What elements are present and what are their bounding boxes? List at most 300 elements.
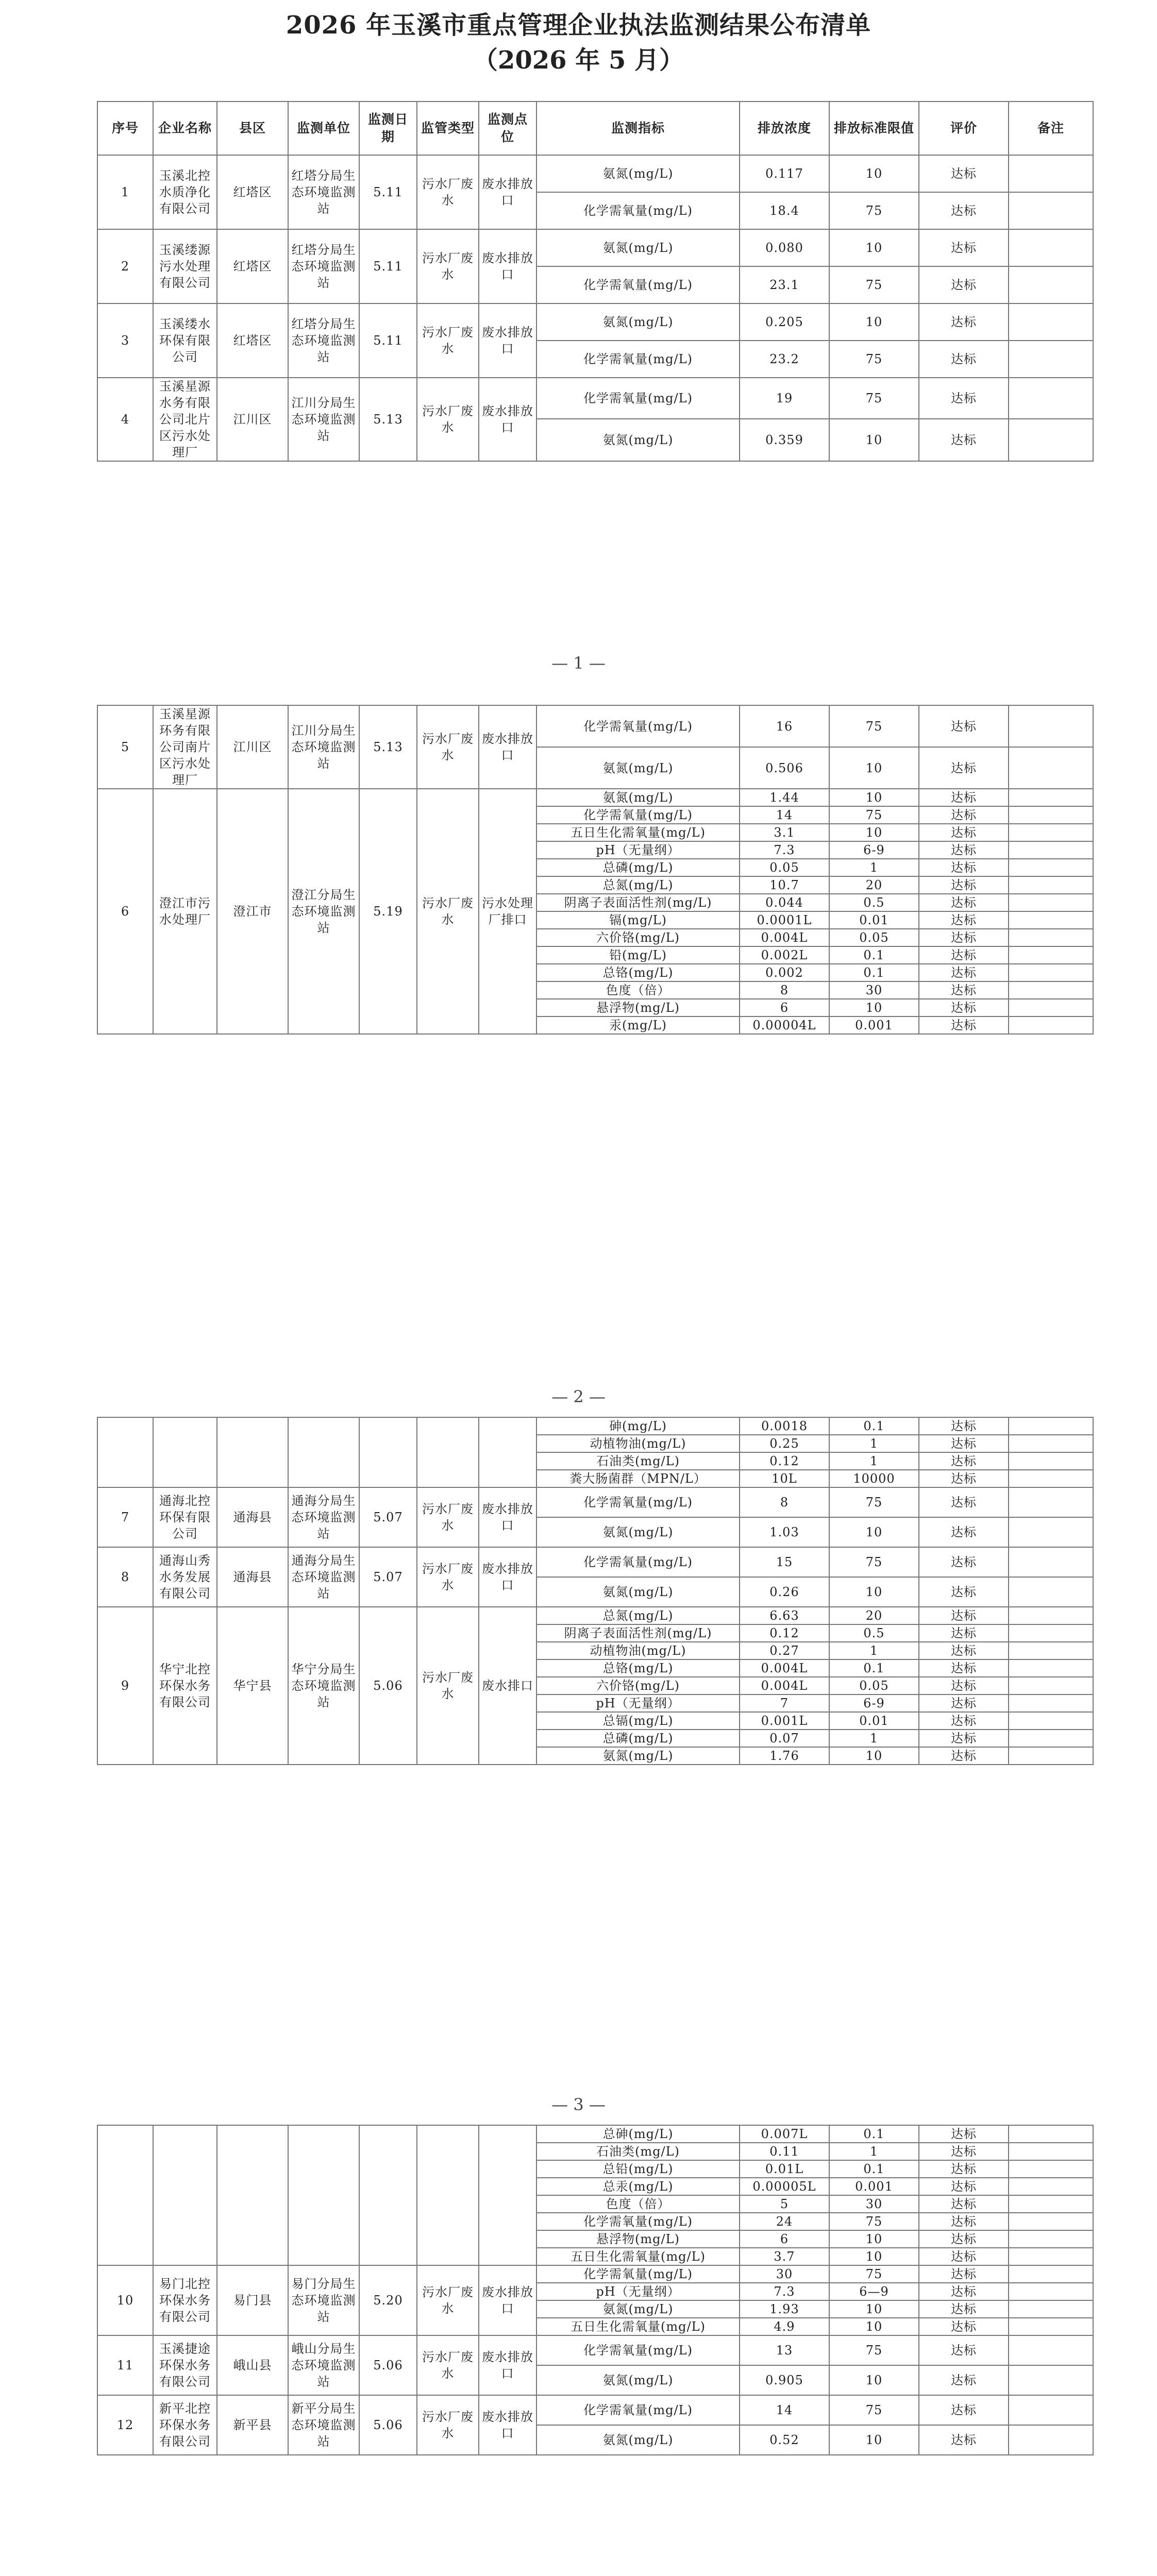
monitor-unit-cell: 易门分局生态环境监测站 bbox=[288, 2265, 359, 2335]
remark-cell bbox=[1009, 2248, 1093, 2265]
concentration-cell: 0.0001L bbox=[740, 911, 829, 929]
concentration-cell: 1.03 bbox=[740, 1517, 829, 1547]
remark-cell bbox=[1009, 876, 1093, 894]
remark-cell bbox=[1009, 1712, 1093, 1730]
page-number: — 2 — bbox=[551, 1387, 606, 1406]
limit-cell: 1 bbox=[829, 1452, 919, 1470]
remark-cell bbox=[1009, 705, 1093, 747]
remark-cell bbox=[1009, 378, 1093, 419]
concentration-cell: 3.7 bbox=[740, 2248, 829, 2265]
evaluation-cell: 达标 bbox=[919, 2160, 1009, 2178]
remark-cell bbox=[1009, 192, 1093, 229]
evaluation-cell: 达标 bbox=[919, 929, 1009, 946]
indicator-cell: 化学需氧量(mg/L) bbox=[536, 1547, 740, 1577]
concentration-cell: 7.3 bbox=[740, 841, 829, 859]
monitor-unit-cell: 通海分局生态环境监测站 bbox=[288, 1547, 359, 1607]
company-name-cell bbox=[153, 2125, 217, 2265]
evaluation-cell: 达标 bbox=[919, 747, 1009, 789]
column-header: 监测日期 bbox=[359, 101, 417, 155]
seq-cell: 10 bbox=[97, 2265, 153, 2335]
limit-cell: 10 bbox=[829, 229, 919, 266]
county-cell: 通海县 bbox=[217, 1487, 288, 1547]
seq-cell: 8 bbox=[97, 1547, 153, 1607]
county-cell: 江川区 bbox=[217, 705, 288, 789]
remark-cell bbox=[1009, 1677, 1093, 1694]
concentration-cell: 0.007L bbox=[740, 2125, 829, 2143]
supervision-type-cell: 污水厂废水 bbox=[417, 2335, 479, 2395]
county-cell: 易门县 bbox=[217, 2265, 288, 2335]
indicator-cell: 总镉(mg/L) bbox=[536, 1712, 740, 1730]
monitor-unit-cell: 红塔分局生态环境监测站 bbox=[288, 229, 359, 303]
monitor-point-cell: 废水排口 bbox=[479, 1607, 536, 1765]
concentration-cell: 0.359 bbox=[740, 419, 829, 461]
evaluation-cell: 达标 bbox=[919, 1452, 1009, 1470]
evaluation-cell: 达标 bbox=[919, 824, 1009, 841]
evaluation-cell: 达标 bbox=[919, 192, 1009, 229]
supervision-type-cell: 污水厂废水 bbox=[417, 1487, 479, 1547]
concentration-cell: 0.00004L bbox=[740, 1016, 829, 1034]
evaluation-cell: 达标 bbox=[919, 911, 1009, 929]
evaluation-cell: 达标 bbox=[919, 341, 1009, 378]
seq-cell: 9 bbox=[97, 1607, 153, 1765]
limit-cell: 10 bbox=[829, 999, 919, 1016]
concentration-cell: 14 bbox=[740, 2395, 829, 2425]
evaluation-cell: 达标 bbox=[919, 2265, 1009, 2283]
supervision-type-cell bbox=[417, 2125, 479, 2265]
indicator-cell: 总汞(mg/L) bbox=[536, 2178, 740, 2195]
seq-cell: 5 bbox=[97, 705, 153, 789]
indicator-cell: 化学需氧量(mg/L) bbox=[536, 2213, 740, 2230]
limit-cell: 75 bbox=[829, 192, 919, 229]
indicator-cell: 动植物油(mg/L) bbox=[536, 1642, 740, 1659]
limit-cell: 1 bbox=[829, 2143, 919, 2160]
seq-cell: 2 bbox=[97, 229, 153, 303]
evaluation-cell: 达标 bbox=[919, 2425, 1009, 2455]
remark-cell bbox=[1009, 2213, 1093, 2230]
column-header: 排放标准限值 bbox=[829, 101, 919, 155]
concentration-cell: 0.12 bbox=[740, 1624, 829, 1642]
column-header: 监测点位 bbox=[479, 101, 536, 155]
results-table-page-4 bbox=[97, 2125, 1094, 2455]
indicator-cell: 氨氮(mg/L) bbox=[536, 789, 740, 806]
county-cell: 通海县 bbox=[217, 1547, 288, 1607]
evaluation-cell: 达标 bbox=[919, 155, 1009, 192]
column-header: 企业名称 bbox=[153, 101, 217, 155]
company-name-cell: 玉溪星源水务有限公司北片区污水处理厂 bbox=[153, 378, 217, 461]
limit-cell: 75 bbox=[829, 1547, 919, 1577]
concentration-cell: 16 bbox=[740, 705, 829, 747]
indicator-cell: 氨氮(mg/L) bbox=[536, 1747, 740, 1765]
limit-cell: 10 bbox=[829, 1747, 919, 1765]
seq-cell: 4 bbox=[97, 378, 153, 461]
limit-cell: 1 bbox=[829, 859, 919, 876]
indicator-cell: 化学需氧量(mg/L) bbox=[536, 266, 740, 303]
indicator-cell: 动植物油(mg/L) bbox=[536, 1435, 740, 1452]
monitor-date-cell: 5.07 bbox=[359, 1487, 417, 1547]
table-row bbox=[97, 1547, 1093, 1577]
indicator-cell: 石油类(mg/L) bbox=[536, 1452, 740, 1470]
monitor-point-cell: 废水排放口 bbox=[479, 303, 536, 378]
supervision-type-cell: 污水厂废水 bbox=[417, 229, 479, 303]
company-name-cell: 通海山秀水务发展有限公司 bbox=[153, 1547, 217, 1607]
indicator-cell: 五日生化需氧量(mg/L) bbox=[536, 824, 740, 841]
supervision-type-cell: 污水厂废水 bbox=[417, 2265, 479, 2335]
monitor-date-cell: 5.20 bbox=[359, 2265, 417, 2335]
concentration-cell: 10L bbox=[740, 1470, 829, 1487]
concentration-cell: 0.002L bbox=[740, 946, 829, 964]
indicator-cell: 氨氮(mg/L) bbox=[536, 2300, 740, 2318]
company-name-cell: 玉溪缕水环保有限公司 bbox=[153, 303, 217, 378]
concentration-cell: 0.905 bbox=[740, 2365, 829, 2395]
indicator-cell: 镉(mg/L) bbox=[536, 911, 740, 929]
concentration-cell: 0.001L bbox=[740, 1712, 829, 1730]
evaluation-cell: 达标 bbox=[919, 2143, 1009, 2160]
limit-cell: 75 bbox=[829, 378, 919, 419]
remark-cell bbox=[1009, 1730, 1093, 1747]
company-name-cell: 通海北控环保有限公司 bbox=[153, 1487, 217, 1547]
remark-cell bbox=[1009, 981, 1093, 999]
remark-cell bbox=[1009, 1607, 1093, 1624]
remark-cell bbox=[1009, 2395, 1093, 2425]
column-header: 序号 bbox=[97, 101, 153, 155]
indicator-cell: 总铬(mg/L) bbox=[536, 1659, 740, 1677]
supervision-type-cell bbox=[417, 1417, 479, 1487]
concentration-cell: 8 bbox=[740, 1487, 829, 1517]
limit-cell: 0.5 bbox=[829, 1624, 919, 1642]
concentration-cell: 0.004L bbox=[740, 929, 829, 946]
remark-cell bbox=[1009, 2125, 1093, 2143]
monitor-point-cell: 废水排放口 bbox=[479, 705, 536, 789]
table-row bbox=[97, 2395, 1093, 2425]
seq-cell bbox=[97, 1417, 153, 1487]
limit-cell: 10 bbox=[829, 303, 919, 341]
evaluation-cell: 达标 bbox=[919, 266, 1009, 303]
evaluation-cell: 达标 bbox=[919, 1435, 1009, 1452]
supervision-type-cell: 污水厂废水 bbox=[417, 2395, 479, 2455]
monitor-date-cell: 5.06 bbox=[359, 2395, 417, 2455]
county-cell: 江川区 bbox=[217, 378, 288, 461]
concentration-cell: 6 bbox=[740, 999, 829, 1016]
indicator-cell: 化学需氧量(mg/L) bbox=[536, 806, 740, 824]
monitor-date-cell: 5.13 bbox=[359, 378, 417, 461]
county-cell: 新平县 bbox=[217, 2395, 288, 2455]
evaluation-cell: 达标 bbox=[919, 1730, 1009, 1747]
table-row bbox=[97, 2125, 1093, 2143]
limit-cell: 0.1 bbox=[829, 946, 919, 964]
seq-cell: 3 bbox=[97, 303, 153, 378]
limit-cell: 10 bbox=[829, 789, 919, 806]
remark-cell bbox=[1009, 911, 1093, 929]
limit-cell: 75 bbox=[829, 2395, 919, 2425]
evaluation-cell: 达标 bbox=[919, 2365, 1009, 2395]
monitor-unit-cell: 江川分局生态环境监测站 bbox=[288, 378, 359, 461]
concentration-cell: 24 bbox=[740, 2213, 829, 2230]
remark-cell bbox=[1009, 789, 1093, 806]
monitor-date-cell bbox=[359, 2125, 417, 2265]
supervision-type-cell: 污水厂废水 bbox=[417, 155, 479, 229]
monitor-date-cell: 5.07 bbox=[359, 1547, 417, 1607]
monitor-point-cell: 废水排放口 bbox=[479, 378, 536, 461]
concentration-cell: 0.26 bbox=[740, 1577, 829, 1607]
indicator-cell: 粪大肠菌群（MPN/L） bbox=[536, 1470, 740, 1487]
remark-cell bbox=[1009, 1417, 1093, 1435]
limit-cell: 0.1 bbox=[829, 1417, 919, 1435]
remark-cell bbox=[1009, 2318, 1093, 2335]
seq-cell: 1 bbox=[97, 155, 153, 229]
evaluation-cell: 达标 bbox=[919, 1624, 1009, 1642]
limit-cell: 0.01 bbox=[829, 911, 919, 929]
indicator-cell: 氨氮(mg/L) bbox=[536, 419, 740, 461]
limit-cell: 0.01 bbox=[829, 1712, 919, 1730]
evaluation-cell: 达标 bbox=[919, 2213, 1009, 2230]
evaluation-cell: 达标 bbox=[919, 705, 1009, 747]
limit-cell: 6-9 bbox=[829, 841, 919, 859]
indicator-cell: 总磷(mg/L) bbox=[536, 859, 740, 876]
remark-cell bbox=[1009, 929, 1093, 946]
county-cell bbox=[217, 1417, 288, 1487]
concentration-cell: 1.44 bbox=[740, 789, 829, 806]
indicator-cell: 总砷(mg/L) bbox=[536, 2125, 740, 2143]
evaluation-cell: 达标 bbox=[919, 999, 1009, 1016]
remark-cell bbox=[1009, 964, 1093, 981]
limit-cell: 10 bbox=[829, 2365, 919, 2395]
limit-cell: 75 bbox=[829, 2213, 919, 2230]
concentration-cell: 13 bbox=[740, 2335, 829, 2365]
concentration-cell: 0.00005L bbox=[740, 2178, 829, 2195]
indicator-cell: 化学需氧量(mg/L) bbox=[536, 2335, 740, 2365]
company-name-cell: 新平北控环保水务有限公司 bbox=[153, 2395, 217, 2455]
table-row bbox=[97, 378, 1093, 419]
concentration-cell: 0.27 bbox=[740, 1642, 829, 1659]
monitor-unit-cell: 红塔分局生态环境监测站 bbox=[288, 155, 359, 229]
evaluation-cell: 达标 bbox=[919, 1016, 1009, 1034]
remark-cell bbox=[1009, 2178, 1093, 2195]
evaluation-cell: 达标 bbox=[919, 1712, 1009, 1730]
concentration-cell: 0.506 bbox=[740, 747, 829, 789]
limit-cell: 0.1 bbox=[829, 1659, 919, 1677]
evaluation-cell: 达标 bbox=[919, 859, 1009, 876]
remark-cell bbox=[1009, 2143, 1093, 2160]
evaluation-cell: 达标 bbox=[919, 841, 1009, 859]
indicator-cell: 阴离子表面活性剂(mg/L) bbox=[536, 894, 740, 911]
concentration-cell: 5 bbox=[740, 2195, 829, 2213]
limit-cell: 10 bbox=[829, 824, 919, 841]
concentration-cell: 0.11 bbox=[740, 2143, 829, 2160]
page-subtitle: （2026 年 5 月） bbox=[473, 46, 684, 75]
concentration-cell: 10.7 bbox=[740, 876, 829, 894]
page-title: 2026 年玉溪市重点管理企业执法监测结果公布清单 bbox=[286, 11, 871, 40]
concentration-cell: 23.2 bbox=[740, 341, 829, 378]
evaluation-cell: 达标 bbox=[919, 1517, 1009, 1547]
indicator-cell: pH（无量纲） bbox=[536, 2283, 740, 2300]
limit-cell: 10 bbox=[829, 419, 919, 461]
limit-cell: 0.1 bbox=[829, 2160, 919, 2178]
monitor-point-cell: 废水排放口 bbox=[479, 2265, 536, 2335]
indicator-cell: 五日生化需氧量(mg/L) bbox=[536, 2318, 740, 2335]
company-name-cell: 玉溪缕源污水处理有限公司 bbox=[153, 229, 217, 303]
monitor-unit-cell: 通海分局生态环境监测站 bbox=[288, 1487, 359, 1547]
limit-cell: 0.05 bbox=[829, 929, 919, 946]
results-table-page-2 bbox=[97, 705, 1094, 1035]
remark-cell bbox=[1009, 2195, 1093, 2213]
remark-cell bbox=[1009, 1642, 1093, 1659]
evaluation-cell: 达标 bbox=[919, 2248, 1009, 2265]
concentration-cell: 0.080 bbox=[740, 229, 829, 266]
limit-cell: 6-9 bbox=[829, 1694, 919, 1712]
concentration-cell: 7 bbox=[740, 1694, 829, 1712]
evaluation-cell: 达标 bbox=[919, 1470, 1009, 1487]
indicator-cell: 悬浮物(mg/L) bbox=[536, 2230, 740, 2248]
indicator-cell: 氨氮(mg/L) bbox=[536, 2365, 740, 2395]
limit-cell: 0.1 bbox=[829, 2125, 919, 2143]
monitor-point-cell: 废水排放口 bbox=[479, 155, 536, 229]
evaluation-cell: 达标 bbox=[919, 1547, 1009, 1577]
indicator-cell: 阴离子表面活性剂(mg/L) bbox=[536, 1624, 740, 1642]
remark-cell bbox=[1009, 1517, 1093, 1547]
remark-cell bbox=[1009, 1659, 1093, 1677]
column-header: 监测单位 bbox=[288, 101, 359, 155]
county-cell bbox=[217, 2125, 288, 2265]
remark-cell bbox=[1009, 1470, 1093, 1487]
indicator-cell: 氨氮(mg/L) bbox=[536, 1517, 740, 1547]
table-row bbox=[97, 1417, 1093, 1435]
table-row bbox=[97, 1487, 1093, 1517]
remark-cell bbox=[1009, 1577, 1093, 1607]
evaluation-cell: 达标 bbox=[919, 1607, 1009, 1624]
limit-cell: 10 bbox=[829, 2230, 919, 2248]
evaluation-cell: 达标 bbox=[919, 1487, 1009, 1517]
concentration-cell: 4.9 bbox=[740, 2318, 829, 2335]
concentration-cell: 0.07 bbox=[740, 1730, 829, 1747]
concentration-cell: 23.1 bbox=[740, 266, 829, 303]
evaluation-cell: 达标 bbox=[919, 2178, 1009, 2195]
evaluation-cell: 达标 bbox=[919, 1659, 1009, 1677]
company-name-cell bbox=[153, 1417, 217, 1487]
indicator-cell: 氨氮(mg/L) bbox=[536, 747, 740, 789]
concentration-cell: 6.63 bbox=[740, 1607, 829, 1624]
monitor-point-cell: 废水排放口 bbox=[479, 1547, 536, 1607]
concentration-cell: 1.93 bbox=[740, 2300, 829, 2318]
limit-cell: 10 bbox=[829, 1577, 919, 1607]
limit-cell: 10 bbox=[829, 2248, 919, 2265]
monitor-unit-cell: 华宁分局生态环境监测站 bbox=[288, 1607, 359, 1765]
remark-cell bbox=[1009, 999, 1093, 1016]
concentration-cell: 3.1 bbox=[740, 824, 829, 841]
remark-cell bbox=[1009, 747, 1093, 789]
company-name-cell: 易门北控环保水务有限公司 bbox=[153, 2265, 217, 2335]
monitor-point-cell bbox=[479, 2125, 536, 2265]
concentration-cell: 0.0018 bbox=[740, 1417, 829, 1435]
limit-cell: 0.5 bbox=[829, 894, 919, 911]
indicator-cell: 六价铬(mg/L) bbox=[536, 929, 740, 946]
indicator-cell: 汞(mg/L) bbox=[536, 1016, 740, 1034]
seq-cell: 6 bbox=[97, 789, 153, 1034]
seq-cell bbox=[97, 2125, 153, 2265]
monitor-unit-cell: 峨山分局生态环境监测站 bbox=[288, 2335, 359, 2395]
monitor-date-cell: 5.11 bbox=[359, 155, 417, 229]
indicator-cell: 总磷(mg/L) bbox=[536, 1730, 740, 1747]
evaluation-cell: 达标 bbox=[919, 2283, 1009, 2300]
monitor-unit-cell: 红塔分局生态环境监测站 bbox=[288, 303, 359, 378]
remark-cell bbox=[1009, 2230, 1093, 2248]
evaluation-cell: 达标 bbox=[919, 946, 1009, 964]
remark-cell bbox=[1009, 229, 1093, 266]
monitor-unit-cell: 新平分局生态环境监测站 bbox=[288, 2395, 359, 2455]
concentration-cell: 6 bbox=[740, 2230, 829, 2248]
indicator-cell: pH（无量纲） bbox=[536, 841, 740, 859]
limit-cell: 10 bbox=[829, 2318, 919, 2335]
evaluation-cell: 达标 bbox=[919, 2125, 1009, 2143]
supervision-type-cell: 污水厂废水 bbox=[417, 303, 479, 378]
evaluation-cell: 达标 bbox=[919, 1642, 1009, 1659]
monitor-unit-cell bbox=[288, 1417, 359, 1487]
company-name-cell: 玉溪星源环务有限公司南片区污水处理厂 bbox=[153, 705, 217, 789]
indicator-cell: 总铬(mg/L) bbox=[536, 964, 740, 981]
evaluation-cell: 达标 bbox=[919, 2195, 1009, 2213]
evaluation-cell: 达标 bbox=[919, 894, 1009, 911]
remark-cell bbox=[1009, 303, 1093, 341]
remark-cell bbox=[1009, 1435, 1093, 1452]
table-row bbox=[97, 789, 1093, 806]
remark-cell bbox=[1009, 894, 1093, 911]
monitor-unit-cell: 澄江分局生态环境监测站 bbox=[288, 789, 359, 1034]
monitor-unit-cell: 江川分局生态环境监测站 bbox=[288, 705, 359, 789]
county-cell: 红塔区 bbox=[217, 229, 288, 303]
concentration-cell: 18.4 bbox=[740, 192, 829, 229]
indicator-cell: 悬浮物(mg/L) bbox=[536, 999, 740, 1016]
evaluation-cell: 达标 bbox=[919, 1747, 1009, 1765]
concentration-cell: 19 bbox=[740, 378, 829, 419]
remark-cell bbox=[1009, 2365, 1093, 2395]
remark-cell bbox=[1009, 2160, 1093, 2178]
limit-cell: 75 bbox=[829, 266, 919, 303]
remark-cell bbox=[1009, 2283, 1093, 2300]
results-table-page-3 bbox=[97, 1417, 1094, 1765]
monitor-unit-cell bbox=[288, 2125, 359, 2265]
limit-cell: 20 bbox=[829, 1607, 919, 1624]
results-table-page-1 bbox=[97, 101, 1094, 462]
remark-cell bbox=[1009, 946, 1093, 964]
indicator-cell: 化学需氧量(mg/L) bbox=[536, 2265, 740, 2283]
table-row bbox=[97, 229, 1093, 266]
concentration-cell: 15 bbox=[740, 1547, 829, 1577]
table-row bbox=[97, 705, 1093, 747]
indicator-cell: 总氮(mg/L) bbox=[536, 876, 740, 894]
concentration-cell: 0.004L bbox=[740, 1677, 829, 1694]
page-number: — 1 — bbox=[551, 653, 606, 673]
limit-cell: 1 bbox=[829, 1435, 919, 1452]
concentration-cell: 0.205 bbox=[740, 303, 829, 341]
concentration-cell: 30 bbox=[740, 2265, 829, 2283]
indicator-cell: 总氮(mg/L) bbox=[536, 1607, 740, 1624]
concentration-cell: 0.25 bbox=[740, 1435, 829, 1452]
indicator-cell: 化学需氧量(mg/L) bbox=[536, 378, 740, 419]
indicator-cell: 氨氮(mg/L) bbox=[536, 2425, 740, 2455]
monitor-date-cell bbox=[359, 1417, 417, 1487]
remark-cell bbox=[1009, 1624, 1093, 1642]
column-header: 排放浓度 bbox=[740, 101, 829, 155]
indicator-cell: 化学需氧量(mg/L) bbox=[536, 1487, 740, 1517]
limit-cell: 0.001 bbox=[829, 2178, 919, 2195]
limit-cell: 30 bbox=[829, 2195, 919, 2213]
table-header-row bbox=[97, 101, 1093, 155]
limit-cell: 0.05 bbox=[829, 1677, 919, 1694]
evaluation-cell: 达标 bbox=[919, 2318, 1009, 2335]
indicator-cell: 色度（倍） bbox=[536, 981, 740, 999]
remark-cell bbox=[1009, 419, 1093, 461]
monitor-date-cell: 5.19 bbox=[359, 789, 417, 1034]
indicator-cell: 五日生化需氧量(mg/L) bbox=[536, 2248, 740, 2265]
